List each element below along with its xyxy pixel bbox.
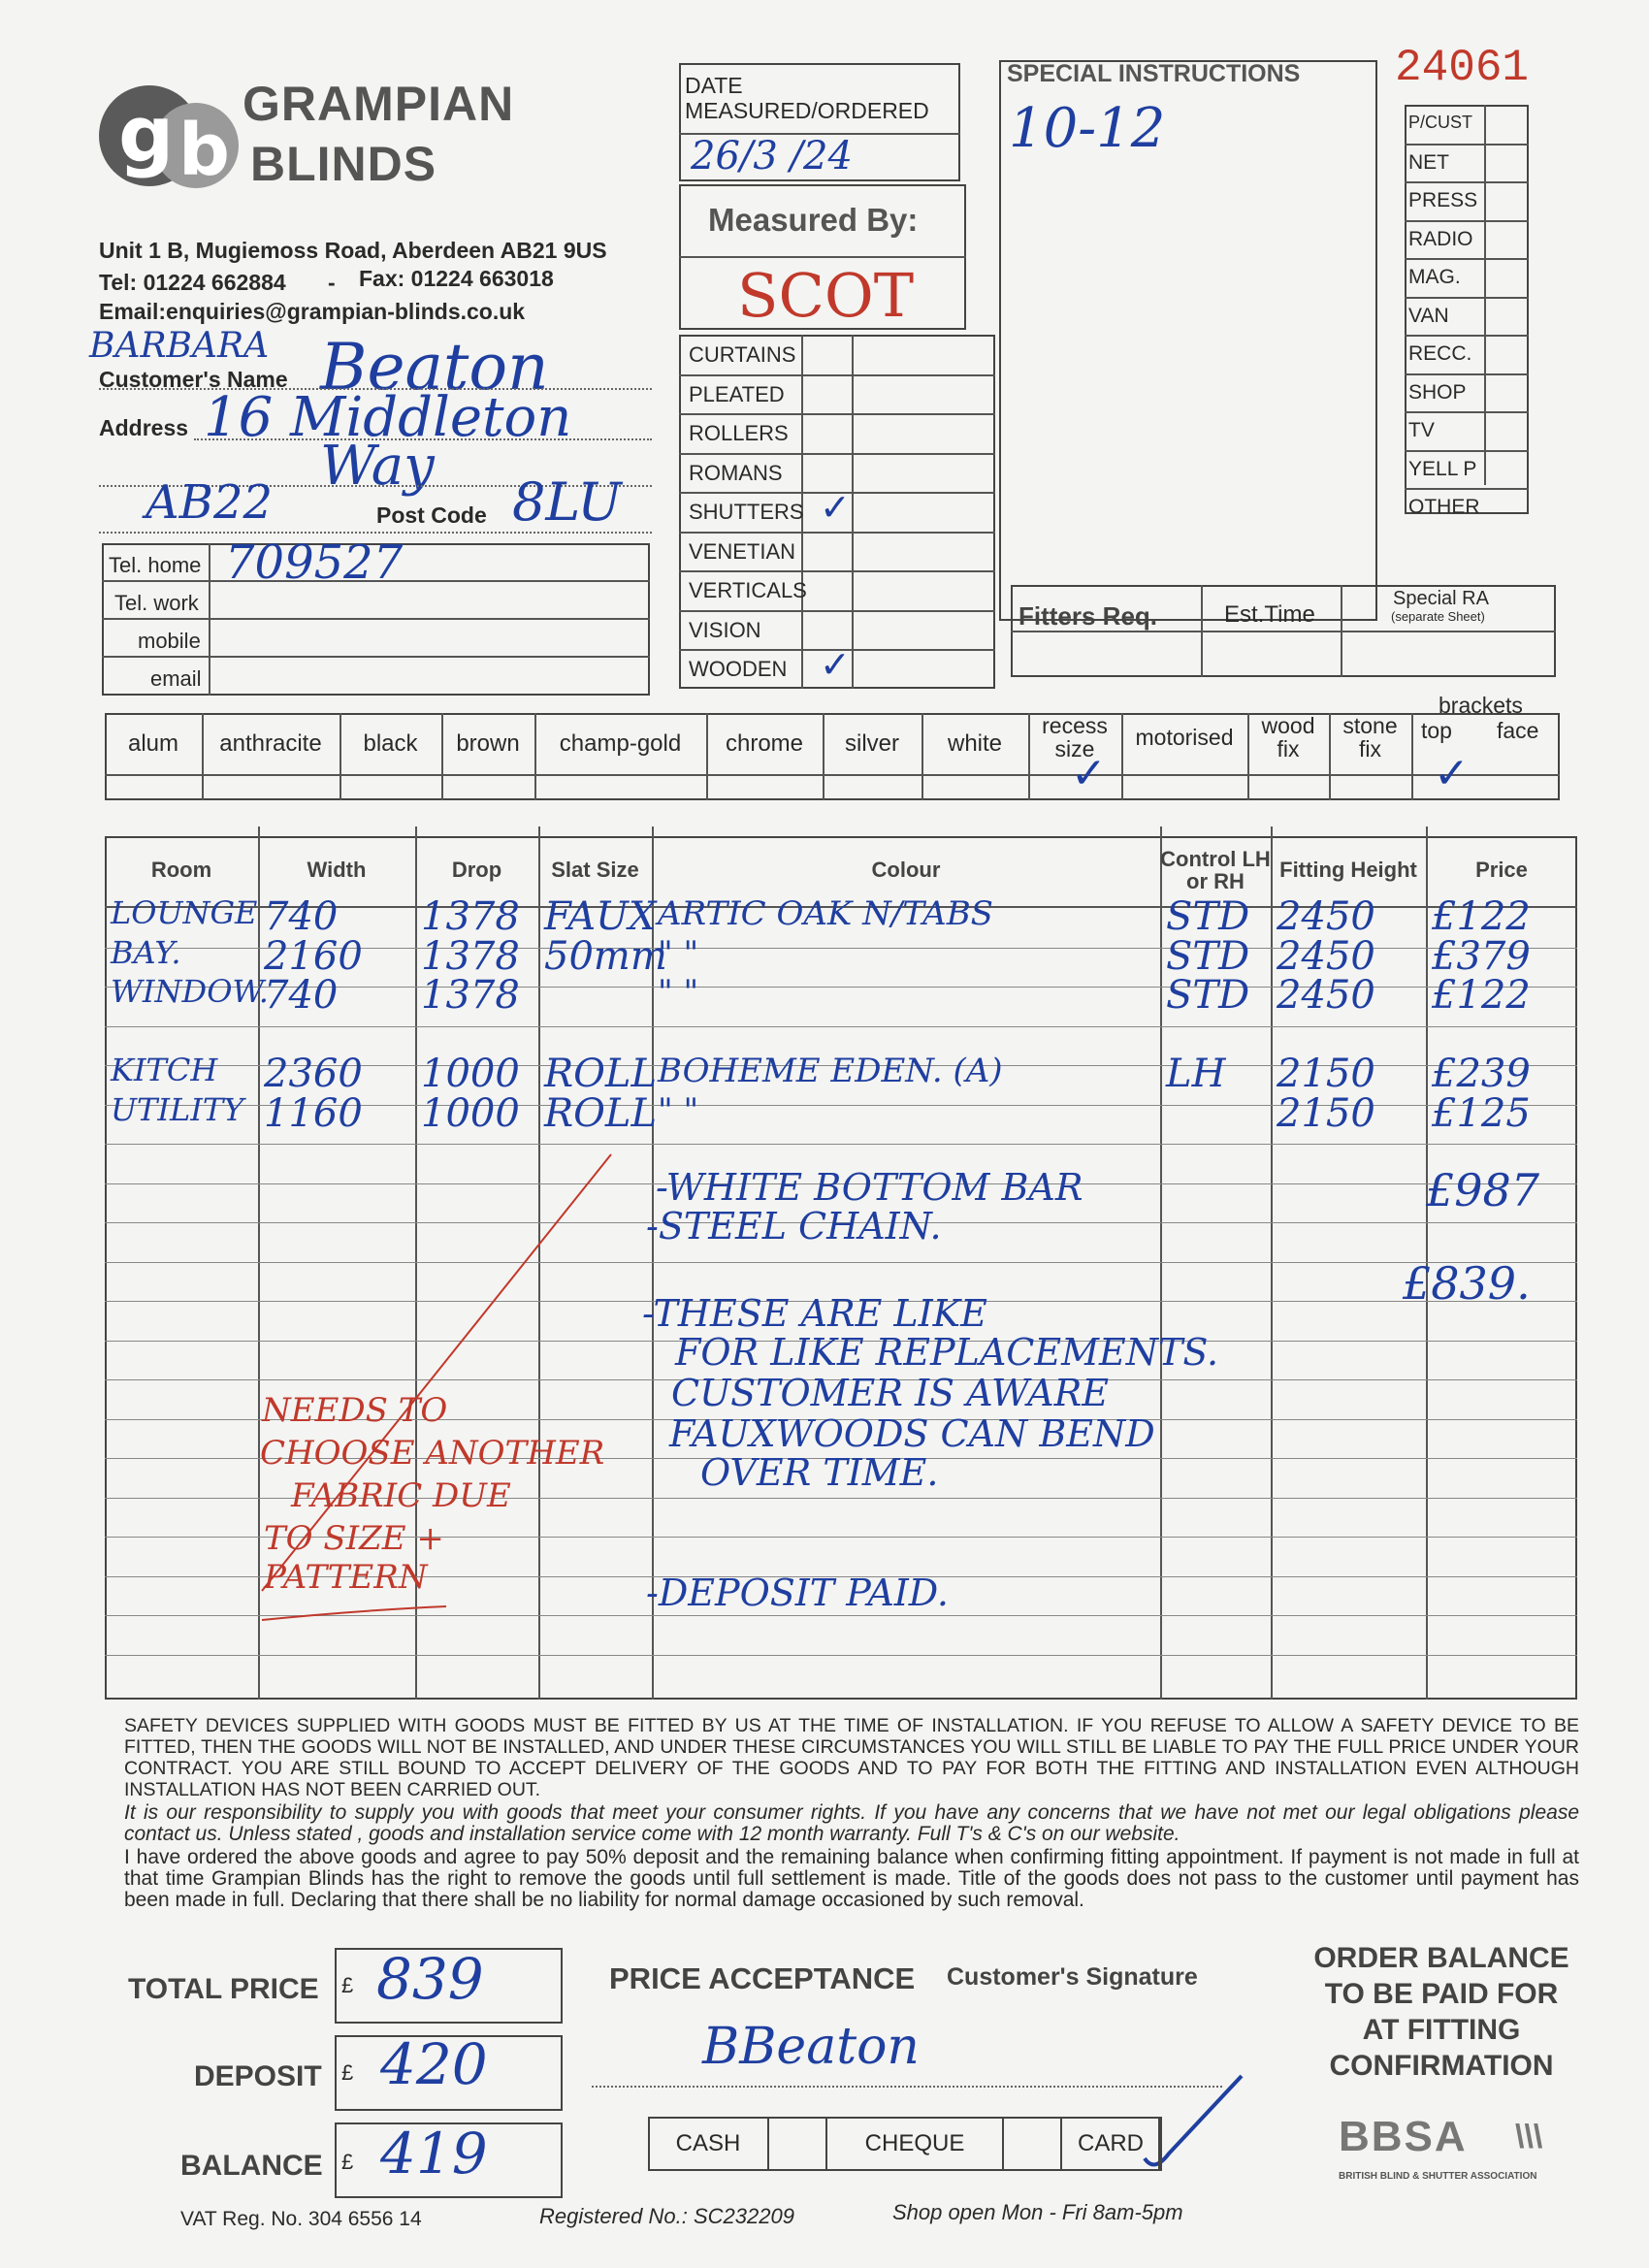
colour-option-white: white (947, 729, 1003, 757)
product-type-divider (679, 570, 995, 572)
source-label: PRESS (1408, 189, 1478, 211)
source-label: TV (1408, 419, 1435, 441)
colour-divider (1411, 713, 1413, 800)
handwritten-note: -DEPOSIT PAID. (646, 1571, 949, 1614)
colour-checkbox[interactable] (343, 778, 437, 797)
table-header-width: Width (307, 858, 367, 883)
source-divider (1405, 373, 1529, 375)
product-type-label: PLEATED (689, 381, 785, 406)
colour-option-chrome: chrome (725, 729, 804, 757)
product-type-label: CURTAINS (689, 342, 796, 367)
table-cell-colour[interactable]: " " (658, 973, 699, 1012)
stone-fix-label: stone fix (1342, 712, 1398, 761)
phone-label-email: email (150, 666, 202, 691)
table-row-divider (105, 1026, 1577, 1027)
source-checkbox[interactable] (1488, 147, 1525, 178)
source-checkbox[interactable] (1488, 492, 1525, 523)
table-cell-room[interactable]: UTILITY (111, 1090, 244, 1128)
colour-checkbox[interactable] (826, 778, 918, 797)
customer-name-value: Beaton (320, 330, 549, 405)
colour-option-champ-gold: champ-gold (559, 729, 682, 757)
table-cell-width[interactable]: 740 (264, 894, 339, 939)
table-cell-price[interactable]: £379 (1432, 933, 1531, 979)
bbsa-mark-icon: \\\ (1515, 2119, 1543, 2155)
table-cell-drop[interactable]: 1378 (421, 933, 520, 979)
table-cell-drop[interactable]: 1378 (421, 973, 520, 1018)
colour-checkbox[interactable] (710, 778, 819, 797)
bracket-face-label: face (1497, 718, 1539, 743)
wood-fix-label: wood fix (1261, 712, 1315, 761)
table-cell-fitting[interactable]: 2450 (1277, 894, 1375, 939)
source-divider (1405, 335, 1529, 337)
source-checkbox[interactable] (1488, 301, 1525, 332)
product-type-label: VISION (689, 617, 761, 642)
colour-option-black: black (363, 729, 418, 757)
table-header-price: Price (1475, 858, 1528, 883)
table-cell-price[interactable]: £122 (1432, 894, 1531, 939)
colour-option-silver: silver (844, 729, 899, 757)
balance-label: BALANCE (180, 2150, 323, 2182)
legal-deposit-terms: I have ordered the above goods and agree to pay 50% deposit and the remaining balance when confirming fitting appointment. If payment is not made in full at that time Grampian Blinds has the right to remove the goods until full settlement is made. Title of the goods does not pass to the customer until payment has been made in full. Declaring that there shall be no liability for normal damage occasioned by such removal. (124, 1846, 1579, 1911)
company-name-line2: BLINDS (250, 137, 437, 191)
postcode-area-value: AB22 (146, 475, 274, 530)
source-divider (1405, 488, 1529, 490)
legal-safety: SAFETY DEVICES SUPPLIED WITH GOODS MUST BE FITTED BY US AT THE TIME OF INSTALLATION. IF YOU REFUSE TO ALLOW A SAFETY DEVICE TO BE FITTED, THEN THE GOODS WILL NOT BE INSTALLED, AND UNDER THESE CIRCUMSTANCES YOU WILL STILL BE LIABLE TO PAY THE FULL PRICE UNDER YOUR CONTRACT. YOU ARE STILL BOUND TO ACCEPT DELIVERY OF THE GOODS AND TO PAY FOR BOTH THE FITTING AND INSTALLATION EVEN ALTHOUGH INSTALLATION HAS NOT BEEN CARRIED OUT. (124, 1715, 1579, 1800)
source-divider (1405, 220, 1529, 222)
handwritten-note: -WHITE BOTTOM BAR (656, 1166, 1083, 1209)
special-ra-label: Special RA (1393, 588, 1489, 609)
table-cell-room[interactable]: BAY. (111, 933, 181, 971)
measured-by-value[interactable]: SCOT (737, 260, 915, 331)
product-type-label: ROLLERS (689, 421, 789, 445)
table-cell-colour[interactable]: " " (658, 1090, 699, 1130)
source-divider (1405, 181, 1529, 183)
table-cell-price[interactable]: £239 (1432, 1052, 1531, 1096)
source-checkbox[interactable] (1488, 109, 1525, 140)
table-header-slat: Slat Size (551, 858, 639, 883)
table-cell-colour[interactable]: ARTIC OAK N/TABS (658, 894, 993, 933)
table-row (105, 973, 1577, 1026)
signature-label: Customer's Signature (947, 1963, 1198, 1991)
special-instructions-value[interactable]: 10-12 (1009, 97, 1166, 160)
product-type-checkbox[interactable] (805, 614, 848, 645)
measured-by-label: Measured By: (708, 202, 919, 238)
table-cell-room[interactable]: LOUNGE (111, 894, 258, 931)
recess-size-label: recess size (1042, 712, 1108, 761)
handwritten-note: CUSTOMER IS AWARE (671, 1372, 1109, 1414)
table-cell-drop[interactable]: 1378 (421, 894, 520, 939)
red-annotation: FABRIC DUE (291, 1476, 511, 1515)
card-checkbox[interactable] (1160, 2117, 1162, 2171)
grampian-logo (89, 76, 254, 202)
red-annotation: NEEDS TO (262, 1391, 448, 1430)
check-icon: ✓ (820, 643, 851, 686)
deposit-label: DEPOSIT (194, 2060, 322, 2092)
deposit-value[interactable]: 420 (380, 2031, 488, 2097)
legal-consumer-rights: It is our responsibility to supply you with goods that meet your consumer rights. If you have any concerns that we have not met our legal obligations please contact us. Unless stated , goods and installation service come with 12 month warranty. Full T's & C's on our website. (124, 1801, 1579, 1845)
colour-checkbox[interactable] (925, 778, 1024, 797)
table-cell-control[interactable]: STD (1166, 933, 1250, 979)
customer-first-name: BARBARA (89, 326, 270, 366)
company-fax: Fax: 01224 663018 (359, 266, 554, 291)
product-type-checkbox[interactable] (805, 378, 848, 409)
product-type-checkbox[interactable] (805, 417, 848, 448)
product-type-checkbox[interactable] (805, 535, 848, 567)
est-time-label: Est.Time (1224, 601, 1315, 628)
bbsa-logo: BBSA (1339, 2113, 1468, 2160)
order-balance-note: ORDER BALANCE TO BE PAID FOR AT FITTING CONFIRMATION (1313, 1942, 1569, 2082)
table-cell-slat[interactable]: ROLL (544, 1090, 658, 1136)
table-cell-width[interactable]: 2160 (264, 933, 363, 979)
table-cell-drop[interactable]: 1000 (421, 1052, 520, 1096)
recess-check-icon: ✓ (1071, 749, 1107, 798)
table-cell-fitting[interactable]: 2450 (1277, 973, 1375, 1018)
table-cell-slat[interactable]: FAUX (544, 894, 657, 939)
company-tel: Tel: 01224 662884 (99, 270, 286, 295)
source-checkbox[interactable] (1488, 262, 1525, 293)
date-label-2: MEASURED/ORDERED (685, 98, 929, 123)
source-divider (1405, 297, 1529, 299)
customer-name-label: Customer's Name (99, 367, 288, 392)
table-header-room: Room (150, 858, 212, 883)
table-cell-width[interactable]: 1160 (264, 1090, 363, 1136)
card-label: CARD (1061, 2117, 1160, 2171)
table-cell-fitting[interactable]: 2150 (1277, 1090, 1375, 1136)
product-type-label: VERTICALS (689, 578, 807, 602)
table-cell-width[interactable]: 740 (264, 973, 339, 1018)
table-header-control: Control LH or RH (1160, 846, 1271, 893)
bbsa-tagline: BRITISH BLIND & SHUTTER ASSOCIATION (1339, 2171, 1537, 2182)
table-cell-fitting[interactable]: 2150 (1277, 1052, 1375, 1096)
colour-option-alum: alum (127, 729, 179, 757)
address-line2-value: Way (320, 435, 435, 498)
order-number: 24061 (1395, 43, 1530, 93)
source-divider (1405, 144, 1529, 146)
table-header-drop: Drop (451, 858, 502, 883)
vat-number: VAT Reg. No. 304 6556 14 (180, 2208, 422, 2230)
subtotal-value: £987 (1426, 1164, 1540, 1216)
svg-text:b: b (178, 109, 230, 192)
red-annotation: CHOOSE ANOTHER (260, 1434, 605, 1473)
source-label: P/CUST (1408, 113, 1473, 132)
table-cell-colour[interactable]: " " (658, 933, 699, 973)
source-checkbox[interactable] (1488, 185, 1525, 216)
phone-email-value[interactable] (223, 664, 630, 691)
date-value[interactable]: 26/3 /24 (691, 134, 853, 178)
source-checkbox[interactable] (1488, 339, 1525, 370)
table-cell-width[interactable]: 2360 (264, 1052, 363, 1096)
product-type-label: VENETIAN (689, 538, 796, 564)
colour-checkbox[interactable] (445, 778, 531, 797)
table-cell-price[interactable]: £122 (1432, 973, 1531, 1018)
product-type-checkbox[interactable] (805, 457, 848, 488)
source-checkbox[interactable] (1488, 377, 1525, 408)
source-divider (1405, 450, 1529, 452)
source-label: VAN (1408, 304, 1449, 327)
source-label: YELL P (1408, 457, 1477, 480)
company-email: Email:enquiries@grampian-blinds.co.uk (99, 299, 526, 324)
company-name-line1: GRAMPIAN (242, 77, 515, 131)
handwritten-note: -THESE ARE LIKE (642, 1292, 987, 1335)
product-type-checkbox[interactable] (805, 574, 848, 605)
source-label: RADIO (1408, 227, 1473, 250)
special-instructions-label: SPECIAL INSTRUCTIONS (1007, 60, 1301, 87)
source-checkbox[interactable] (1488, 224, 1525, 255)
table-header-colour: Colour (871, 858, 941, 883)
address-line1-value: 16 Middleton (204, 386, 572, 449)
source-checkbox[interactable] (1488, 415, 1525, 446)
bracket-top-label: top (1421, 718, 1452, 743)
product-type-label: ROMANS (689, 460, 783, 485)
colour-checkbox[interactable] (206, 778, 336, 797)
product-type-divider (679, 610, 995, 612)
table-cell-price[interactable]: £125 (1432, 1090, 1531, 1136)
table-cell-control[interactable]: LH (1166, 1052, 1226, 1096)
cheque-label: CHEQUE (826, 2117, 1003, 2171)
motorised-label: motorised (1135, 724, 1234, 750)
brackets-label: brackets (1439, 693, 1523, 718)
handwritten-note: FAUXWOODS CAN BEND (669, 1412, 1155, 1455)
handwritten-note: -STEEL CHAIN. (646, 1205, 942, 1247)
table-cell-room[interactable]: WINDOW. (111, 973, 269, 1010)
shop-hours: Shop open Mon - Fri 8am-5pm (892, 2200, 1183, 2224)
total-price-value[interactable]: 839 (376, 1946, 484, 2012)
table-cell-control[interactable]: STD (1166, 894, 1250, 939)
product-type-checkbox[interactable] (805, 339, 848, 370)
source-label: OTHER (1408, 496, 1480, 518)
source-label: MAG. (1408, 266, 1461, 288)
product-type-divider (679, 374, 995, 376)
bracket-face-check-icon: ✓ (1434, 749, 1470, 798)
source-checkbox[interactable] (1488, 454, 1525, 485)
product-type-label: WOODEN (689, 657, 788, 681)
total-handwritten: £839. (1403, 1257, 1531, 1310)
cheque-checkbox[interactable] (1003, 2117, 1061, 2171)
colour-checkbox[interactable] (538, 778, 702, 797)
price-acceptance-label: PRICE ACCEPTANCE (609, 1961, 916, 1995)
table-cell-slat[interactable]: 50mm (544, 933, 667, 979)
product-type-label: SHUTTERS (689, 500, 804, 524)
red-annotation: TO SIZE + (264, 1519, 444, 1558)
registered-number: Registered No.: SC232209 (539, 2204, 794, 2228)
product-type-divider (679, 532, 995, 534)
phone-label-home: Tel. home (109, 553, 202, 577)
table-cell-control[interactable]: STD (1166, 973, 1250, 1018)
handwritten-note: OVER TIME. (700, 1451, 939, 1494)
table-header-fitting: Fitting Height (1279, 858, 1417, 883)
fitters-label: Fitters Req. (1018, 601, 1158, 631)
red-strike-line (242, 1135, 650, 1639)
postcode-value: 8LU (512, 471, 622, 533)
cash-label: CASH (648, 2117, 768, 2171)
address-label: Address (99, 415, 189, 440)
colour-checkbox[interactable] (109, 778, 198, 797)
customer-signature[interactable]: BBeaton (702, 2018, 920, 2076)
product-type-divider (679, 413, 995, 415)
table-cell-slat[interactable]: ROLL (544, 1052, 658, 1096)
balance-value[interactable]: 419 (380, 2121, 488, 2187)
phone-home-value[interactable]: 709527 (225, 535, 404, 590)
table-cell-drop[interactable]: 1000 (421, 1090, 520, 1136)
table-cell-colour[interactable]: BOHEME EDEN. (A) (658, 1052, 1003, 1090)
company-address: Unit 1 B, Mugiemoss Road, Aberdeen AB21 9US (99, 238, 607, 263)
phone-label-work: Tel. work (114, 591, 199, 615)
product-type-divider (679, 453, 995, 455)
special-ra-note: (separate Sheet) (1391, 609, 1485, 624)
source-label: SHOP (1408, 380, 1467, 404)
source-label: NET (1408, 150, 1449, 174)
colour-option-anthracite: anthracite (219, 729, 322, 757)
svg-text:g: g (118, 89, 175, 179)
table-cell-fitting[interactable]: 2450 (1277, 933, 1375, 979)
red-annotation: PATTERN (264, 1558, 428, 1597)
source-divider (1405, 258, 1529, 260)
source-divider (1405, 411, 1529, 413)
colour-option-brown: brown (456, 729, 520, 757)
date-label-1: DATE (685, 73, 743, 98)
phone-work-value[interactable] (223, 588, 630, 615)
table-row-divider (105, 1655, 1577, 1656)
postcode-label: Post Code (376, 502, 487, 528)
cash-checkbox[interactable] (768, 2117, 826, 2171)
phone-mobile-value[interactable] (223, 626, 630, 653)
total-price-label: TOTAL PRICE (128, 1973, 319, 2005)
phone-label-mobile: mobile (138, 629, 201, 653)
check-icon: ✓ (820, 486, 851, 529)
source-label: RECC. (1408, 342, 1472, 365)
handwritten-note: FOR LIKE REPLACEMENTS. (675, 1331, 1219, 1374)
table-cell-room[interactable]: KITCH (111, 1052, 218, 1088)
